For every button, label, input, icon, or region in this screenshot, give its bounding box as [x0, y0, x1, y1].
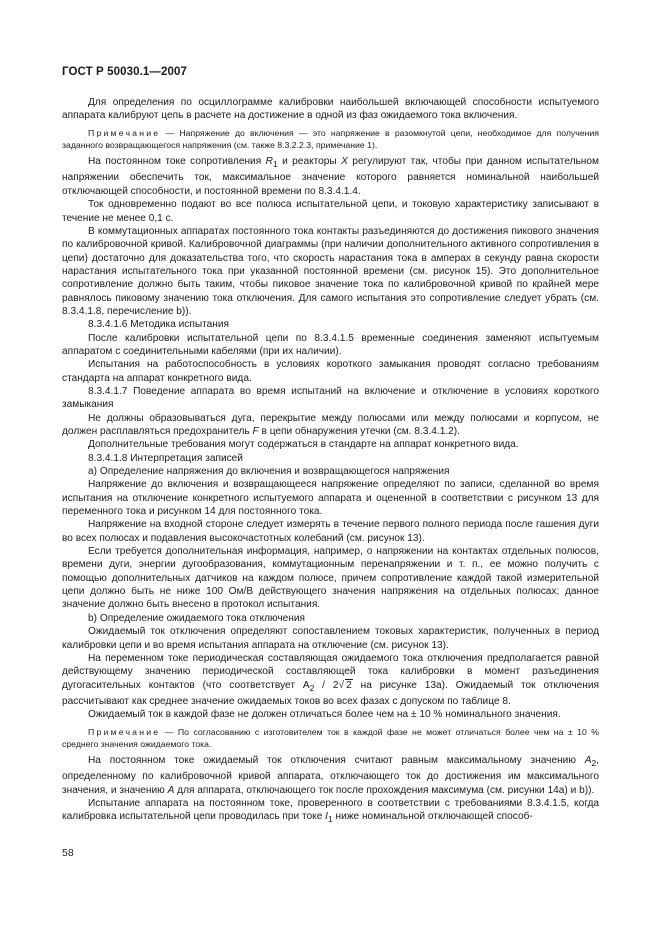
text-run: и реакторы — [277, 156, 342, 168]
symbol-i: I — [325, 811, 328, 823]
text-run: Испытание аппарата на постоянном токе, проверенного в соответствии с требованиями 8.3.4.1.5, когда калибровка испытательной цепи проводилась при токе — [62, 798, 599, 823]
paragraph: Ожидаемый ток в каждой фазе не должен отличаться более чем на ± 10 % номинального значения. — [88, 709, 561, 721]
sqrt-radicand: 2 — [346, 679, 352, 691]
paragraph: На переменном токе периодическая составляющая ожидаемого тока отключения предполагается равной действующему значению периодической составляющей тока калибровки в момент разъединения дугогасительных контактов (что соответствует $А_2 / 2√$ 2 на рисунке 13а). Ожидаемый ток отключения рассчитывают как среднее значение ожидаемых токов во всех фазах с допуском по таблице 8. — [62, 652, 599, 707]
paragraph — [62, 412, 599, 439]
text-run: регулируют так, чтобы при данном испытательном напряжении обеспечить ток, максимальное значение которого равняется номинальной наибольшей отключающей способности, и постоянной времени по 8.3.4.1.4. — [62, 156, 599, 197]
text-run: в цепи обнаружения утечки (см. 8.3.4.1.2). — [258, 426, 460, 437]
text-run: / 2 — [314, 679, 339, 691]
paragraph: Испытания на работоспособность в условиях короткого замыкания проводят согласно требованиям стандарта на аппарат конкретного вида. — [62, 359, 599, 384]
note-text: — По согласованию с изготовителем ток в каждой фазе не может отличаться более чем на ± 10 % среднего значения ожидаемого тока. — [62, 726, 599, 749]
paragraph: Ток одновременно подают во все полюса испытательной цепи, и токовую характеристику записывают в течение не менее 0,1 с. — [62, 199, 599, 224]
section-heading: 8.3.4.1.8 Интерпретация записей — [88, 452, 243, 464]
text-run: , определенному по калибровочной кривой аппарата, отключающего ток до достижения им максимального значения, и значению — [62, 755, 599, 796]
symbol-r: R — [265, 156, 273, 168]
page-number: 58 — [62, 847, 74, 859]
section-heading: 8.3.4.1.7 Поведение аппарата во время испытаний на включение и отключение в условиях короткого замыкания — [62, 385, 599, 411]
note — [62, 127, 599, 151]
note — [62, 726, 599, 750]
symbol-subscript: 1 — [327, 814, 333, 825]
page-content — [62, 96, 599, 827]
text-run: На переменном токе периодическая составляющая ожидаемого тока отключения предполагается равной действующему значению периодической составляющей тока калибровки в момент разъединения дугогасительных контактов (что соответствует А — [62, 652, 599, 691]
symbol-subscript: 2 — [309, 682, 315, 693]
symbol-a: A — [167, 784, 175, 796]
symbol-x: X — [341, 156, 348, 168]
text-run: Не должны образовываться дуга, перекрытие между полюсами или между полюсами и корпусом, не должен расплавляться предохранитель — [62, 412, 599, 437]
text-run: для аппарата, отключающего ток после прохождения максимума (см. рисунки 14а) и b)). — [174, 784, 595, 796]
text-run: На постоянном токе ожидаемый ток отключения считают равным максимальному значению — [88, 755, 585, 766]
symbol-subscript: 2 — [591, 758, 597, 769]
paragraph — [62, 155, 599, 198]
paragraph: В коммутационных аппаратах постоянного тока контакты разъединяются до достижения пикового значения по калибровочной кривой. Калибровочной диаграммы (при наличии дополнительного активного сопротивления в цепи) достаточно для доказательства того, что скорость нарастания тока в амперах в секунду равна скорости нарастания испытательного тока при указанной постоянной времени (см. рисунок 15). Это дополнительное сопротивление должно быть таким, чтобы пиковое значение тока по калибровочной кривой по крайней мере равнялось пиковому значению тока отключения. Для самого испытания это сопротивление следует убрать (см. 8.3.4.1.8, перечисление b)). — [62, 225, 599, 317]
subsection-heading: а) Определение напряжения до включения и возвращающегося напряжения — [88, 466, 450, 478]
paragraph: Дополнительные требования могут содержаться в стандарте на аппарат конкретного вида. — [88, 439, 519, 451]
paragraph: Для определения по осциллограмме калибровки наибольшей включающей способности испытуемого аппарата калибруют цепь в расчете на достижение в одной из фаз ожидаемого тока включения. — [62, 97, 599, 122]
note-label: Примечание — [88, 127, 161, 138]
paragraph: Напряжение на входной стороне следует измерять в течение первого полного периода после гашения дуги во всех полюсах и подавления высокочастотных колебаний (см. рисунок 13). — [62, 519, 599, 544]
paragraph: Напряжение до включения и возвращающееся напряжение определяют по записи, сделанной во время испытания на отключение конкретного испытуемого аппарата и оцененной в соответствии с рисунком 13 для переменного тока и рисунком 14 для постоянного тока. — [62, 479, 599, 518]
note-label: Примечание — [88, 726, 161, 737]
symbol-a2: A — [584, 755, 592, 766]
text-run: ниже номинальной отключающей способ- — [332, 811, 533, 823]
symbol-f: F — [252, 426, 259, 437]
note-text: — Напряжение до включения — это напряжение в разомкнутой цепи, необходимое для получения заданного возвращающегося напряжения (см. также 8.3.2.2.3, примечание 1). — [62, 127, 599, 150]
subsection-heading: b) Определение ожидаемого тока отключения — [88, 612, 306, 624]
section-heading: 8.3.4.1.6 Методика испытания — [88, 319, 230, 331]
paragraph — [62, 797, 599, 827]
document-id-header: ГОСТ Р 50030.1—2007 — [62, 66, 187, 78]
paragraph: Если требуется дополнительная информация, например, о напряжении на контактах отдельных полюсов, времени дуги, энергии дугообразования, коммутационным перенапряжении и т. п., ее можно получить с помощью дополнительных датчиков на каждом полюсе, причем сопротивление каждой такой измерительной цепи должно быть не ниже 100 Ом/В действующего значения напряжения на отдельных полюсах; данное значение должно быть внесено в протокол испытания. — [62, 546, 599, 611]
paragraph: После калибровки испытательной цепи по 8.3.4.1.5 временные соединения заменяют испытуемым аппаратом с соединительными кабелями (при их наличии). — [62, 332, 599, 357]
symbol-subscript: 1 — [272, 159, 278, 170]
text-run: на рисунке 13а). Ожидаемый ток отключения рассчитывают как среднее значение ожидаемых токов во всех фазах с допуском по таблице 8. — [62, 679, 599, 707]
paragraph: Ожидаемый ток отключения определяют сопоставлением токовых характеристик, полученных в период калибровки цепи и во время испытания аппарата на отключение (см. рисунок 13). — [62, 626, 599, 651]
text-run: На постоянном токе сопротивления — [88, 156, 266, 168]
paragraph — [62, 754, 599, 797]
